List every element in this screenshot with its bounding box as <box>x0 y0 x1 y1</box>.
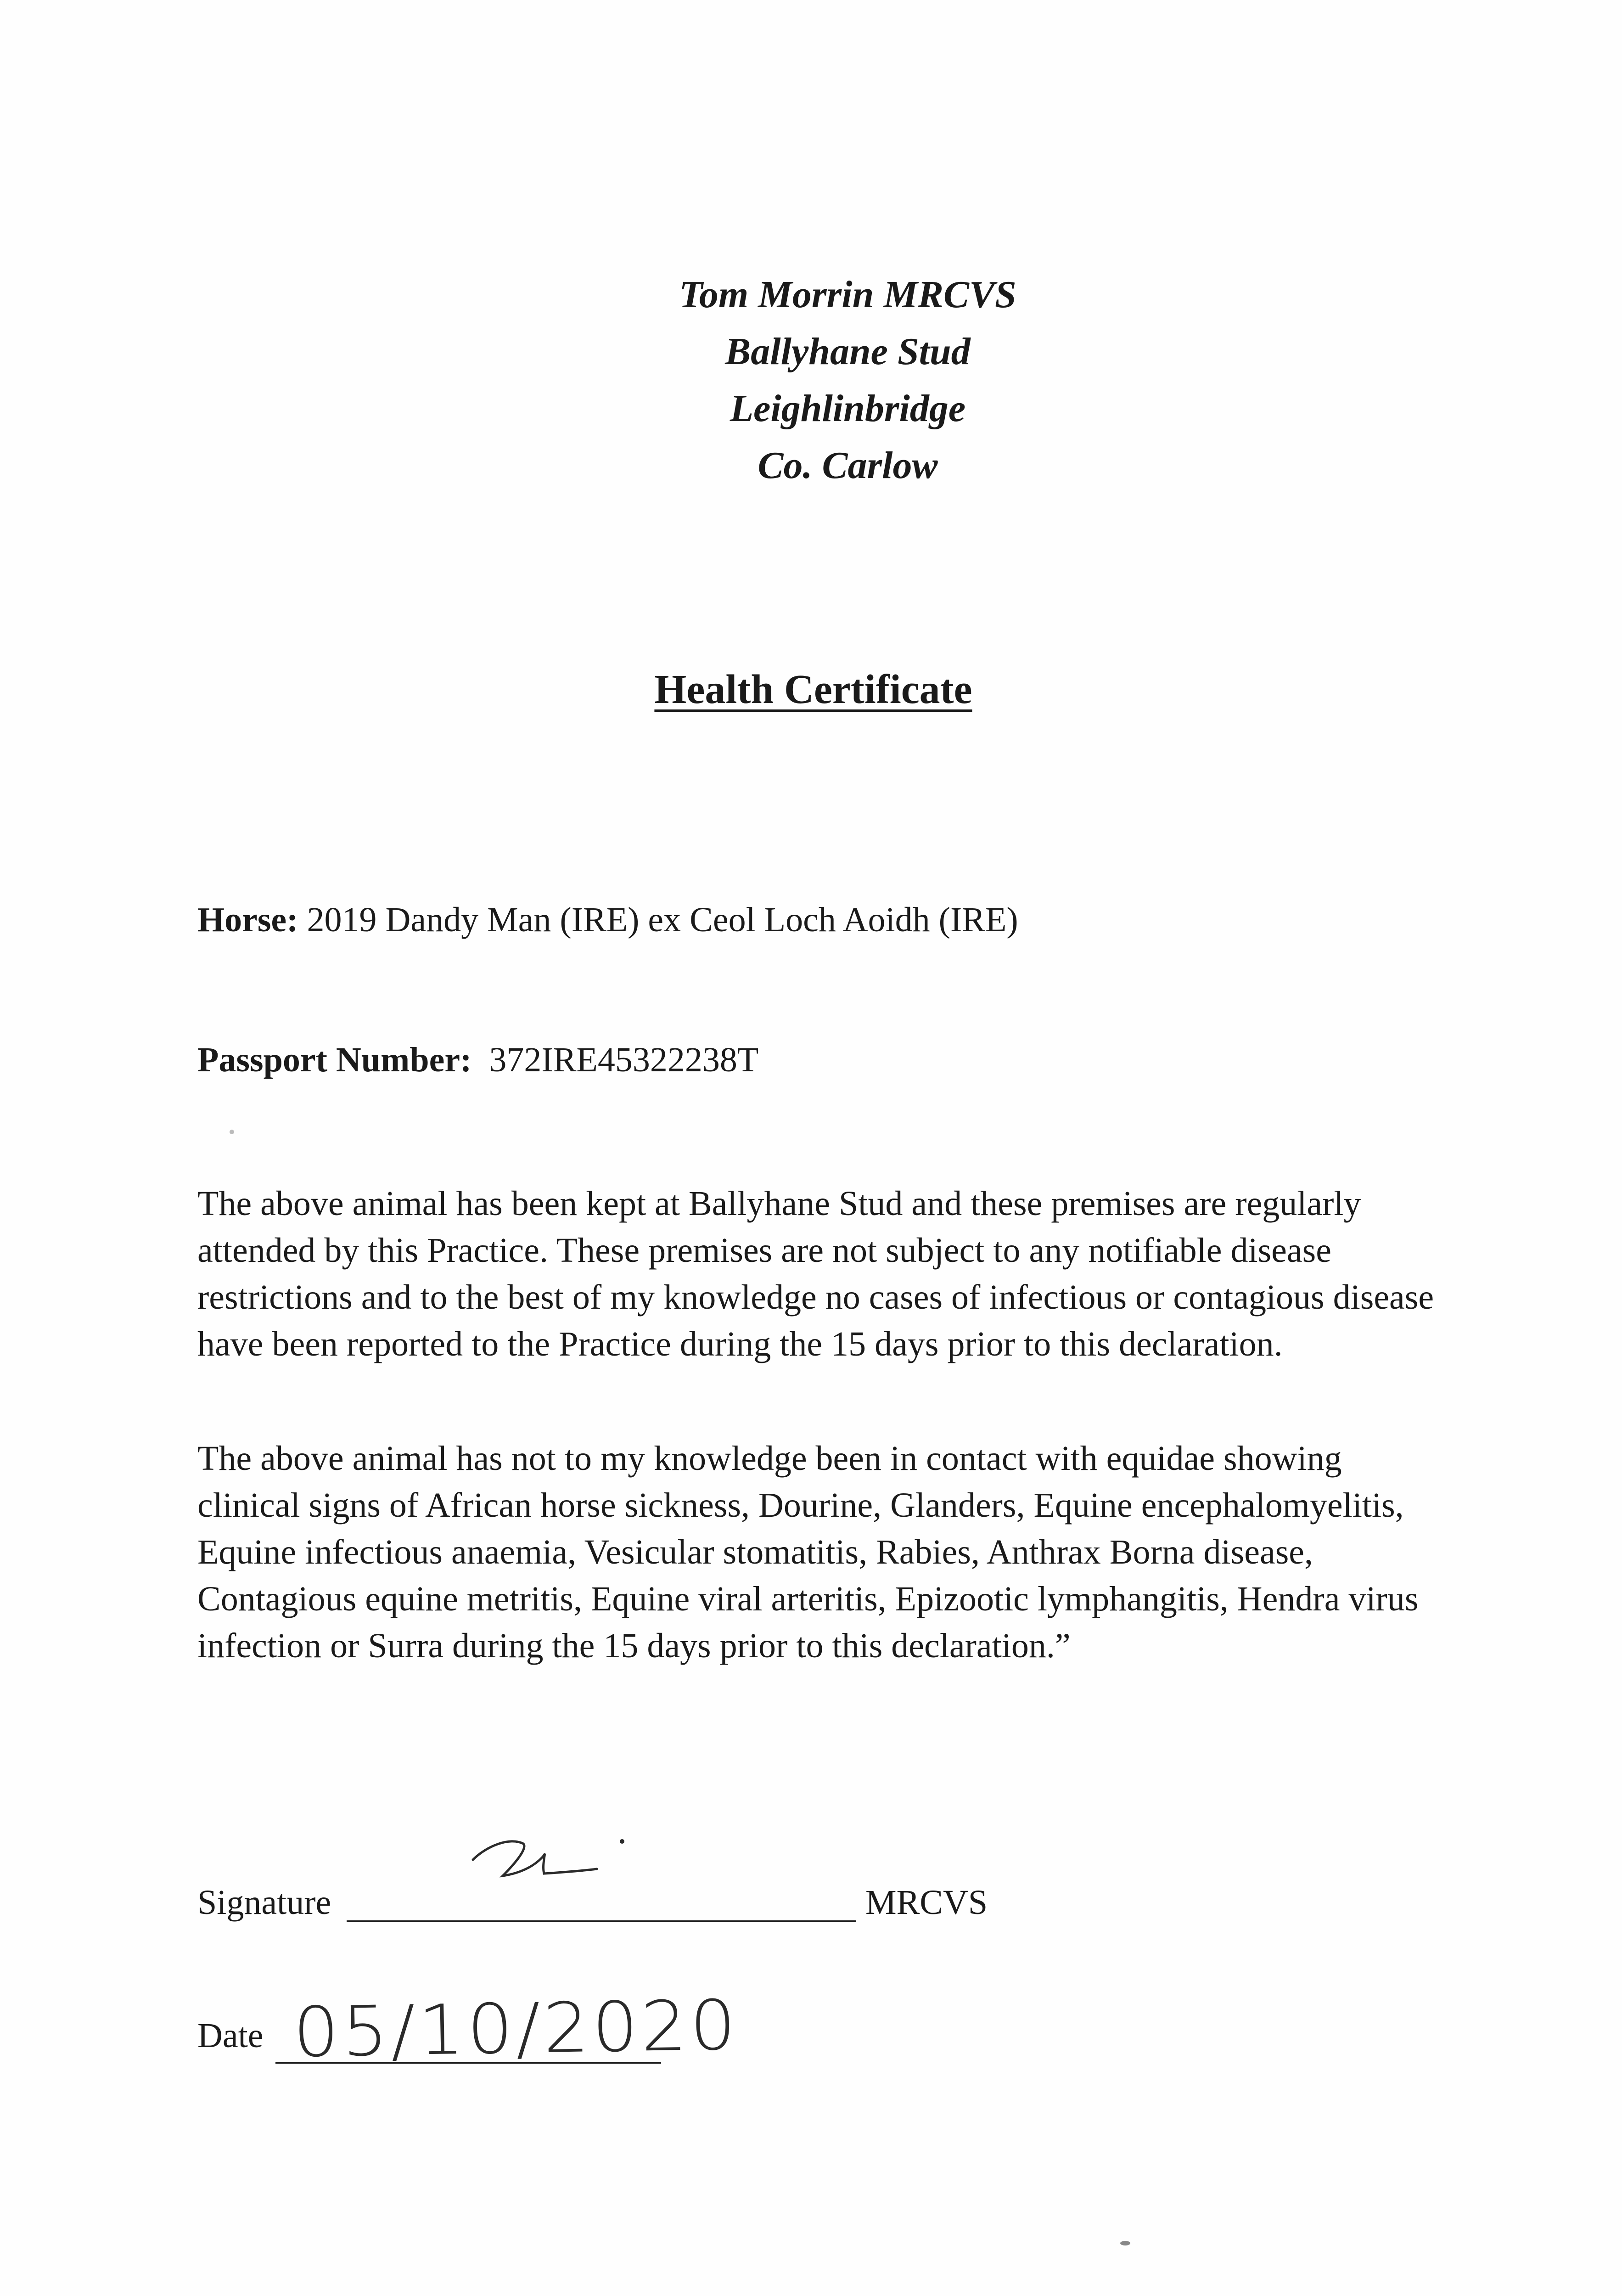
letterhead-county: Co. Carlow <box>758 444 938 487</box>
passport-value: 372IRE45322238T <box>489 1041 759 1079</box>
passport-label: Passport Number: <box>197 1041 472 1079</box>
letterhead <box>0 266 1622 494</box>
date-label: Date <box>197 2016 264 2055</box>
letterhead-name: Tom Morrin MRCVS <box>679 273 1016 316</box>
horse-value: 2019 Dandy Man (IRE) ex Ceol Loch Aoidh (IRE) <box>307 900 1018 939</box>
horse-label: Horse: <box>197 900 298 939</box>
declaration-paragraph-2: The above animal has not to my knowledge been in contact with equidae showing clinical signs of African horse sickness, Dourine, Glanders, Equine encephalomyelitis, Equine infectious anaemia, Vesicular stomatitis, Rabies, Anthrax Borna disease, Contagious equine metritis, Equine viral arteritis, Epizootic lymphangitis, Hendra virus infection or Surra during the 15 days prior to this declaration.” <box>197 1439 1419 1665</box>
date-value: 05/10/2020 <box>292 1985 740 2073</box>
horse-field <box>197 900 1018 940</box>
signature-line <box>347 1920 856 1922</box>
handwritten-signature <box>459 1809 689 1901</box>
letterhead-stud: Ballyhane Stud <box>725 330 971 373</box>
signature-suffix: MRCVS <box>865 1883 988 1922</box>
scan-speck <box>1120 2241 1130 2245</box>
declaration-paragraph-1: The above animal has been kept at Ballyhane Stud and these premises are regularly attended by this Practice. These premises are not subject to any notifiable disease restrictions and to the best of my knowledge no cases of infectious or contagious disease have been reported to the Practice during the 15 days prior to this declaration. <box>197 1184 1434 1363</box>
scan-speck <box>230 1130 234 1134</box>
document-title: Health Certificate <box>654 667 972 712</box>
letterhead-town: Leighlinbridge <box>730 387 966 430</box>
passport-field <box>197 1040 758 1080</box>
signature-label: Signature <box>197 1883 331 1922</box>
